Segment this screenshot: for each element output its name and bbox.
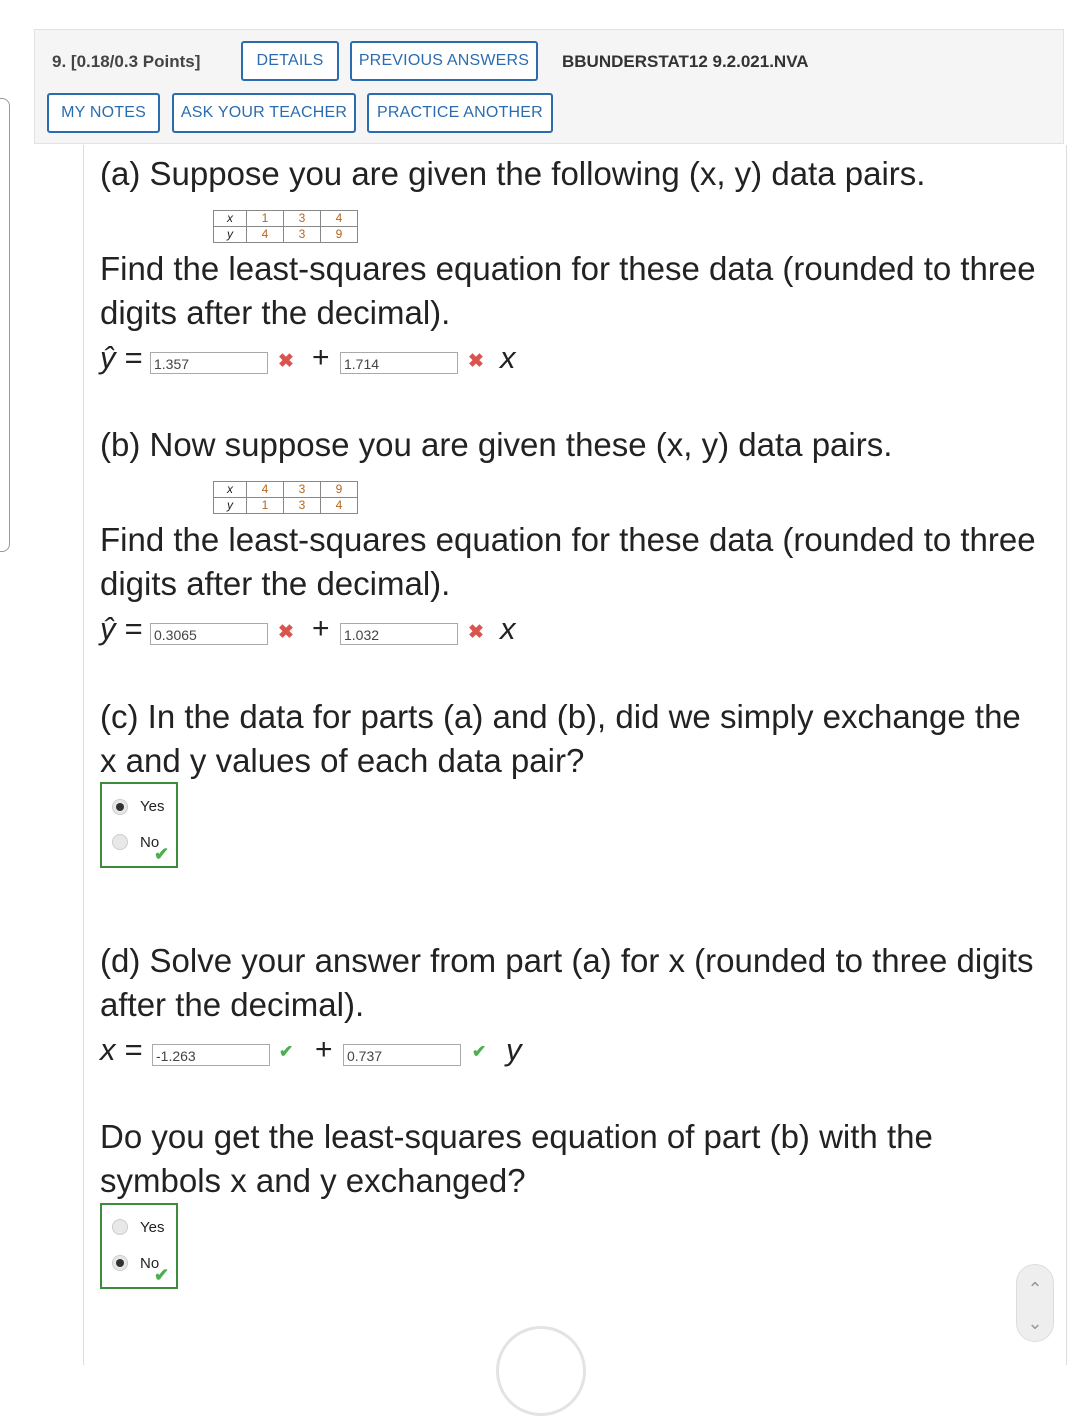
part-c-yes-label: Yes: [140, 798, 165, 815]
details-button[interactable]: DETAILS: [241, 41, 339, 81]
part-e-yes-radio[interactable]: [112, 1219, 128, 1235]
part-d-slope-input[interactable]: 0.737: [343, 1044, 461, 1066]
part-c-no-label: No: [140, 834, 160, 851]
part-d-variable: y: [506, 1032, 522, 1067]
question-code: BBUNDERSTAT12 9.2.021.NVA: [562, 52, 809, 71]
table-cell: 1: [247, 498, 284, 514]
table-cell: 4: [247, 227, 284, 243]
floating-action-button[interactable]: [496, 1326, 586, 1416]
wrong-icon: ✖: [468, 351, 484, 372]
plus-sign: +: [315, 1033, 333, 1066]
ask-teacher-button[interactable]: ASK YOUR TEACHER: [172, 93, 356, 133]
part-b-intercept-input[interactable]: 0.3065: [150, 623, 268, 645]
part-b-data-table: [213, 481, 358, 514]
plus-sign: +: [312, 341, 330, 374]
table-cell: 3: [284, 227, 321, 243]
part-e-no-radio[interactable]: [112, 1255, 128, 1271]
part-d-intercept-input[interactable]: -1.263: [152, 1044, 270, 1066]
part-a-slope-input[interactable]: 1.714: [340, 352, 458, 374]
part-c-radio-group: [100, 782, 178, 868]
table-cell: 1: [247, 211, 284, 227]
part-b-prompt: (b) Now suppose you are given these (x, y) data pairs.: [100, 426, 893, 463]
previous-answers-button[interactable]: PREVIOUS ANSWERS: [350, 41, 538, 81]
part-a-instruction: Find the least-squares equation for these data (rounded to three digits after the decimal).: [100, 250, 1036, 331]
table-cell: 3: [284, 498, 321, 514]
part-e-radio-group: [100, 1203, 178, 1289]
part-d-lhs: x =: [100, 1032, 143, 1067]
part-e-yes-label: Yes: [140, 1219, 165, 1236]
chevron-up-icon[interactable]: ⌃: [1027, 1279, 1043, 1299]
part-e-prompt: Do you get the least-squares equation of part (b) with the symbols x and y exchanged?: [100, 1118, 933, 1199]
chevron-down-icon[interactable]: ⌄: [1027, 1313, 1043, 1333]
part-c-prompt: (c) In the data for parts (a) and (b), did we simply exchange the x and y values of each data pair?: [100, 698, 1021, 779]
table-cell: 3: [284, 482, 321, 498]
check-icon: ✔: [279, 1042, 294, 1061]
part-a-data-table: [213, 210, 358, 243]
wrong-icon: ✖: [468, 622, 484, 643]
scroll-nav-widget[interactable]: [1016, 1264, 1054, 1342]
question-number: 9. [0.18/0.3 Points]: [52, 52, 201, 71]
part-a-lhs: ŷ =: [100, 340, 143, 375]
part-b-instruction: Find the least-squares equation for these data (rounded to three digits after the decimal).: [100, 521, 1036, 602]
practice-another-button[interactable]: PRACTICE ANOTHER: [367, 93, 553, 133]
part-b-variable: x: [500, 611, 516, 646]
part-a-prompt: (a) Suppose you are given the following (x, y) data pairs.: [100, 155, 926, 192]
part-d-prompt: (d) Solve your answer from part (a) for x (rounded to three digits after the decimal).: [100, 942, 1034, 1023]
check-icon: ✔: [154, 1265, 170, 1285]
plus-sign: +: [312, 612, 330, 645]
check-icon: ✔: [472, 1042, 487, 1061]
points-label: [0.18/0.3 Points]: [70, 52, 201, 71]
table-y-label: y: [214, 498, 247, 514]
part-a-intercept-input[interactable]: 1.357: [150, 352, 268, 374]
part-b-lhs: ŷ =: [100, 611, 143, 646]
table-x-label: x: [214, 482, 247, 498]
table-x-label: x: [214, 211, 247, 227]
table-cell: 4: [247, 482, 284, 498]
part-a-variable: x: [500, 340, 516, 375]
table-cell: 9: [321, 482, 358, 498]
table-cell: 4: [321, 211, 358, 227]
part-b-slope-input[interactable]: 1.032: [340, 623, 458, 645]
part-c-no-radio[interactable]: [112, 834, 128, 850]
table-cell: 4: [321, 498, 358, 514]
side-panel-tab[interactable]: [0, 98, 10, 552]
table-y-label: y: [214, 227, 247, 243]
my-notes-button[interactable]: MY NOTES: [47, 93, 160, 133]
part-c-yes-radio[interactable]: [112, 799, 128, 815]
table-cell: 3: [284, 211, 321, 227]
wrong-icon: ✖: [278, 351, 294, 372]
wrong-icon: ✖: [278, 622, 294, 643]
table-cell: 9: [321, 227, 358, 243]
part-e-no-label: No: [140, 1255, 160, 1272]
check-icon: ✔: [154, 844, 170, 864]
